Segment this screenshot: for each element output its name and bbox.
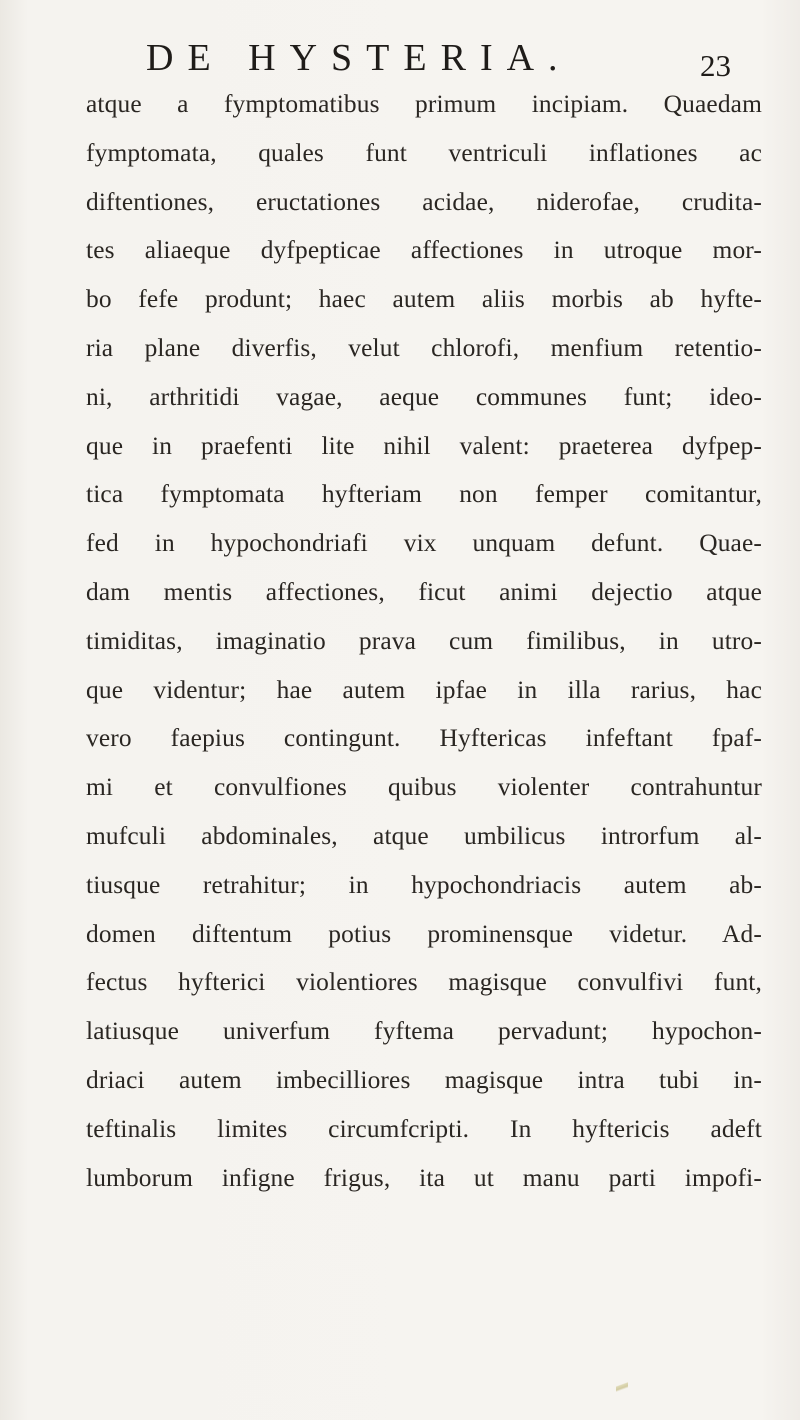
text-line: mufculi abdominales, atque umbilicus introrfum al- [86,821,762,850]
text-line: driaci autem imbecilliores magisque intra tubi in- [86,1065,762,1094]
paper-stain [616,1378,628,1394]
text-line: que videntur; hae autem ipfae in illa rarius, hac [86,675,762,704]
text-line: diftentiones, eructationes acidae, niderofae, crudita- [86,187,762,216]
text-line: fymptomata, quales funt ventriculi inflationes ac [86,138,762,167]
text-line: domen diftentum potius prominensque videtur. Ad- [86,919,762,948]
text-line: fectus hyfterici violentiores magisque convulfivi funt, [86,968,762,997]
text-line: teftinalis limites circumfcripti. In hyftericis adeft [86,1114,762,1143]
text-line: mi et convulfiones quibus violenter contrahuntur [86,773,762,802]
text-line: ria plane diverfis, velut chlorofi, menfium retentio- [86,333,762,362]
page-number: 23 [700,48,731,83]
text-line: latiusque univerfum fyftema pervadunt; hypochon- [86,1017,762,1046]
running-title: DE HYSTERIA. [146,37,572,79]
text-line: ni, arthritidi vagae, aeque communes funt; ideo- [86,382,762,411]
body-text [86,80,762,1202]
text-line: bo fefe produnt; haec autem aliis morbis ab hyfte- [86,285,762,314]
text-line: fed in hypochondriafi vix unquam defunt. Quae- [86,529,762,558]
text-line: dam mentis affectiones, ficut animi dejectio atque [86,577,762,606]
text-line: tica fymptomata hyfteriam non femper comitantur, [86,480,762,509]
text-line: vero faepius contingunt. Hyftericas infeftant fpaf- [86,724,762,753]
text-line: lumborum infigne frigus, ita ut manu parti impofi- [86,1163,762,1192]
text-line: tes aliaeque dyfpepticae affectiones in utroque mor- [86,236,762,265]
text-line: que in praefenti lite nihil valent: praeterea dyfpep- [86,431,762,460]
page-header [146,36,746,86]
text-line: timiditas, imaginatio prava cum fimilibus, in utro- [86,626,762,655]
text-line: tiusque retrahitur; in hypochondriacis autem ab- [86,870,762,899]
text-line: atque a fymptomatibus primum incipiam. Quaedam [86,90,762,118]
